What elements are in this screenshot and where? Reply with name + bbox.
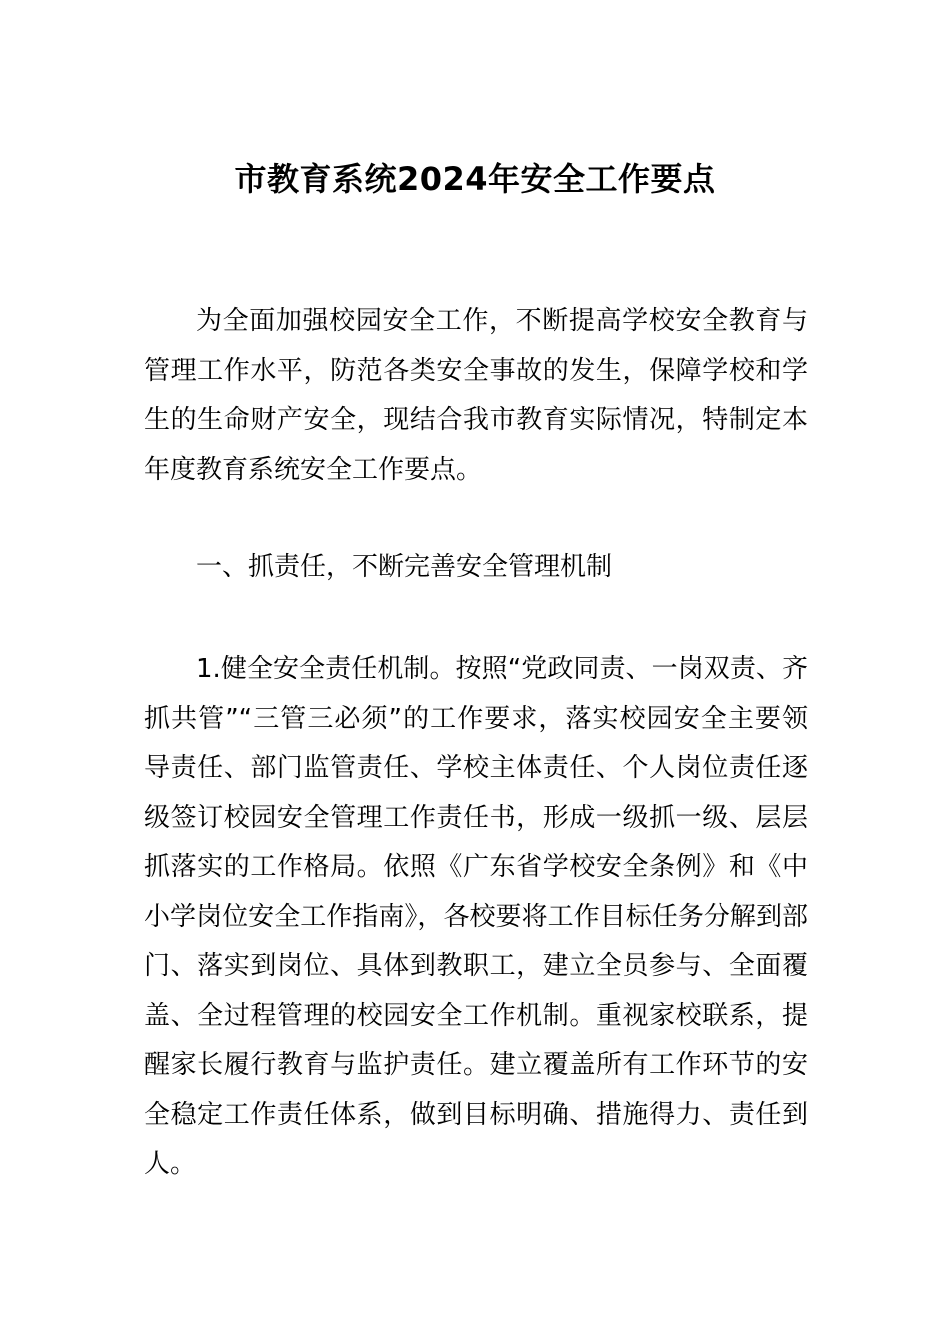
section-heading: 一、抓责任，不断完善安全管理机制: [196, 552, 613, 582]
item-1-paragraph: 1.健全安全责任机制。按照“党政同责、一岗双责、齐抓共管”“三管三必须”的工作要求，落实校园安全主要领导责任、部门监管责任、学校主体责任、个人岗位责任逐级签订校园安全管理工作责任书，形成一级抓一级、层层抓落实的工作格局。依照《广东省学校安全条例》和《中小学岗位安全工作指南》，各校要将工作目标任务分解到部门、落实到岗位、具体到教职工，建立全员参与、全面覆盖、全过程管理的校园安全工作机制。重视家校联系，提醒家长履行教育与监护责任。建立覆盖所有工作环节的安全稳定工作责任体系，做到目标明确、措施得力、责任到人。: [144, 654, 808, 1179]
intro-paragraph: 为全面加强校园安全工作，不断提高学校安全教育与管理工作水平，防范各类安全事故的发生，保障学校和学生的生命财产安全，现结合我市教育实际情况，特制定本年度教育系统安全工作要点。: [144, 306, 808, 485]
document-title: 市教育系统2024年安全工作要点: [234, 160, 716, 198]
